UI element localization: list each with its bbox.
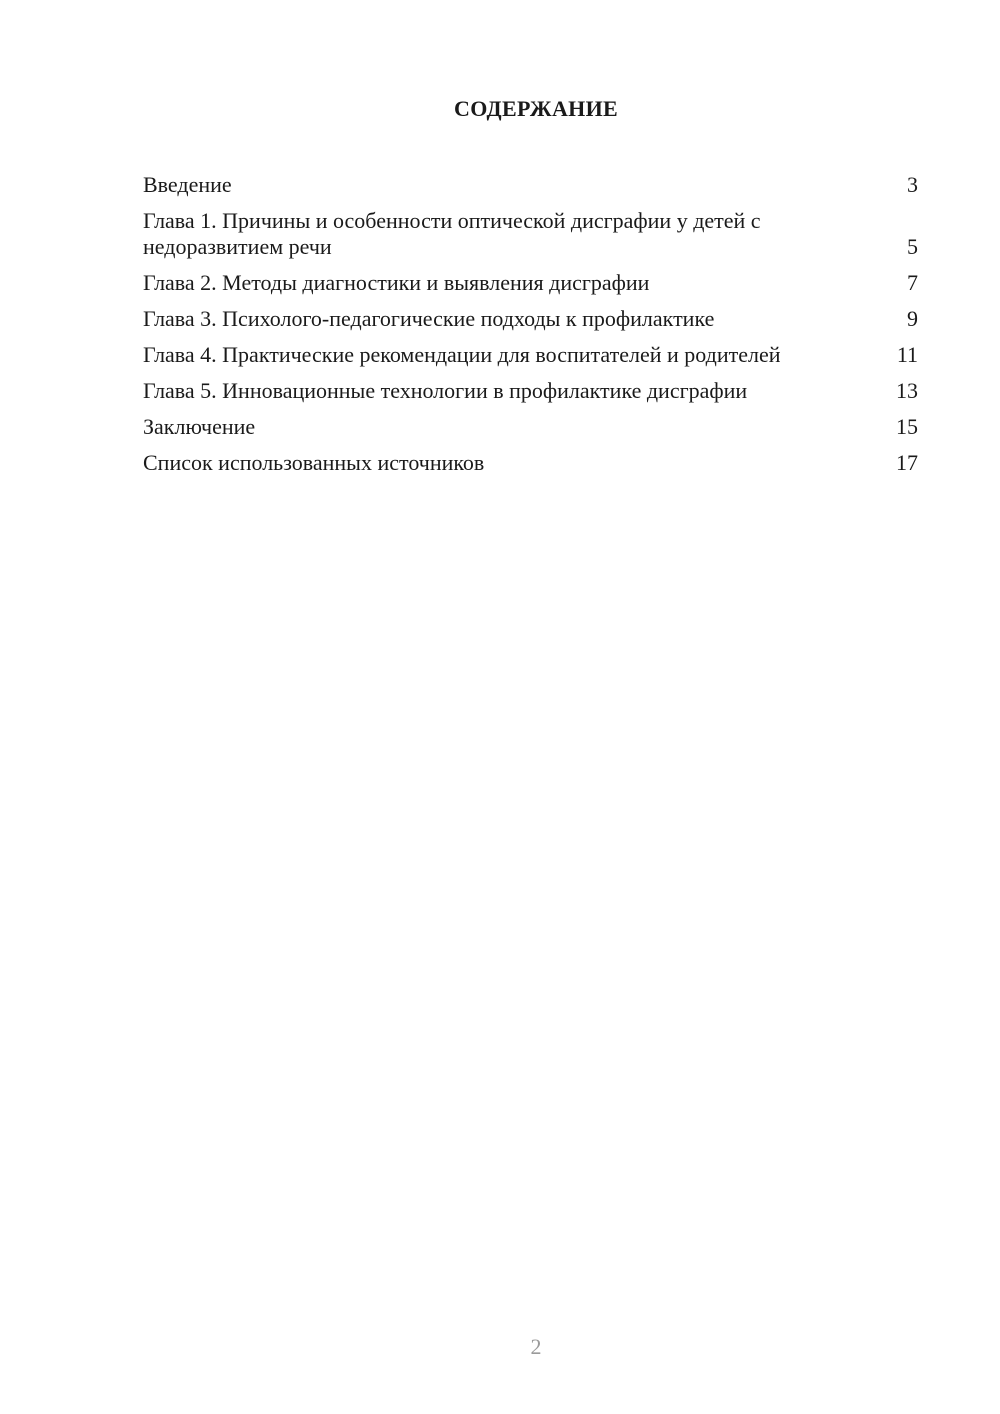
toc-entry-chapter-5	[143, 378, 918, 404]
toc-entry-page: 17	[896, 450, 918, 475]
toc-entry-page: 11	[896, 342, 918, 367]
toc-entry-introduction	[143, 172, 918, 198]
toc-entry-conclusion	[143, 414, 918, 440]
toc-entry-chapter-2	[143, 270, 918, 296]
toc-entry-page: 7	[907, 270, 918, 295]
toc-entry-chapter-4	[143, 342, 918, 368]
toc-entry-page: 9	[907, 306, 918, 331]
toc-entry-page: 5	[907, 234, 918, 259]
toc-entry-page: 13	[896, 378, 918, 403]
toc-entry-page: 15	[896, 414, 918, 439]
toc-entry-text: Список использованных источников	[143, 450, 485, 475]
toc-entry-text: Глава 3. Психолого-педагогические подходы к профилактике	[143, 306, 715, 331]
toc-entry-text: Глава 1. Причины и особенности оптической дисграфии у детей с недоразвитием речи	[143, 208, 761, 259]
toc-entry-page: 3	[907, 172, 918, 197]
toc-entry-text: Введение	[143, 172, 232, 197]
toc-title: СОДЕРЖАНИЕ	[454, 96, 618, 121]
table-of-contents	[143, 172, 918, 486]
toc-entry-text: Глава 4. Практические рекомендации для воспитателей и родителей	[143, 342, 781, 367]
toc-entry-chapter-1	[143, 208, 918, 260]
toc-entry-references	[143, 450, 918, 476]
toc-entry-text: Глава 2. Методы диагностики и выявления дисграфии	[143, 270, 650, 295]
toc-entry-text: Глава 5. Инновационные технологии в профилактике дисграфии	[143, 378, 748, 403]
toc-entry-text: Заключение	[143, 414, 256, 439]
toc-entry-chapter-3	[143, 306, 918, 332]
page-number: 2	[530, 1334, 542, 1359]
